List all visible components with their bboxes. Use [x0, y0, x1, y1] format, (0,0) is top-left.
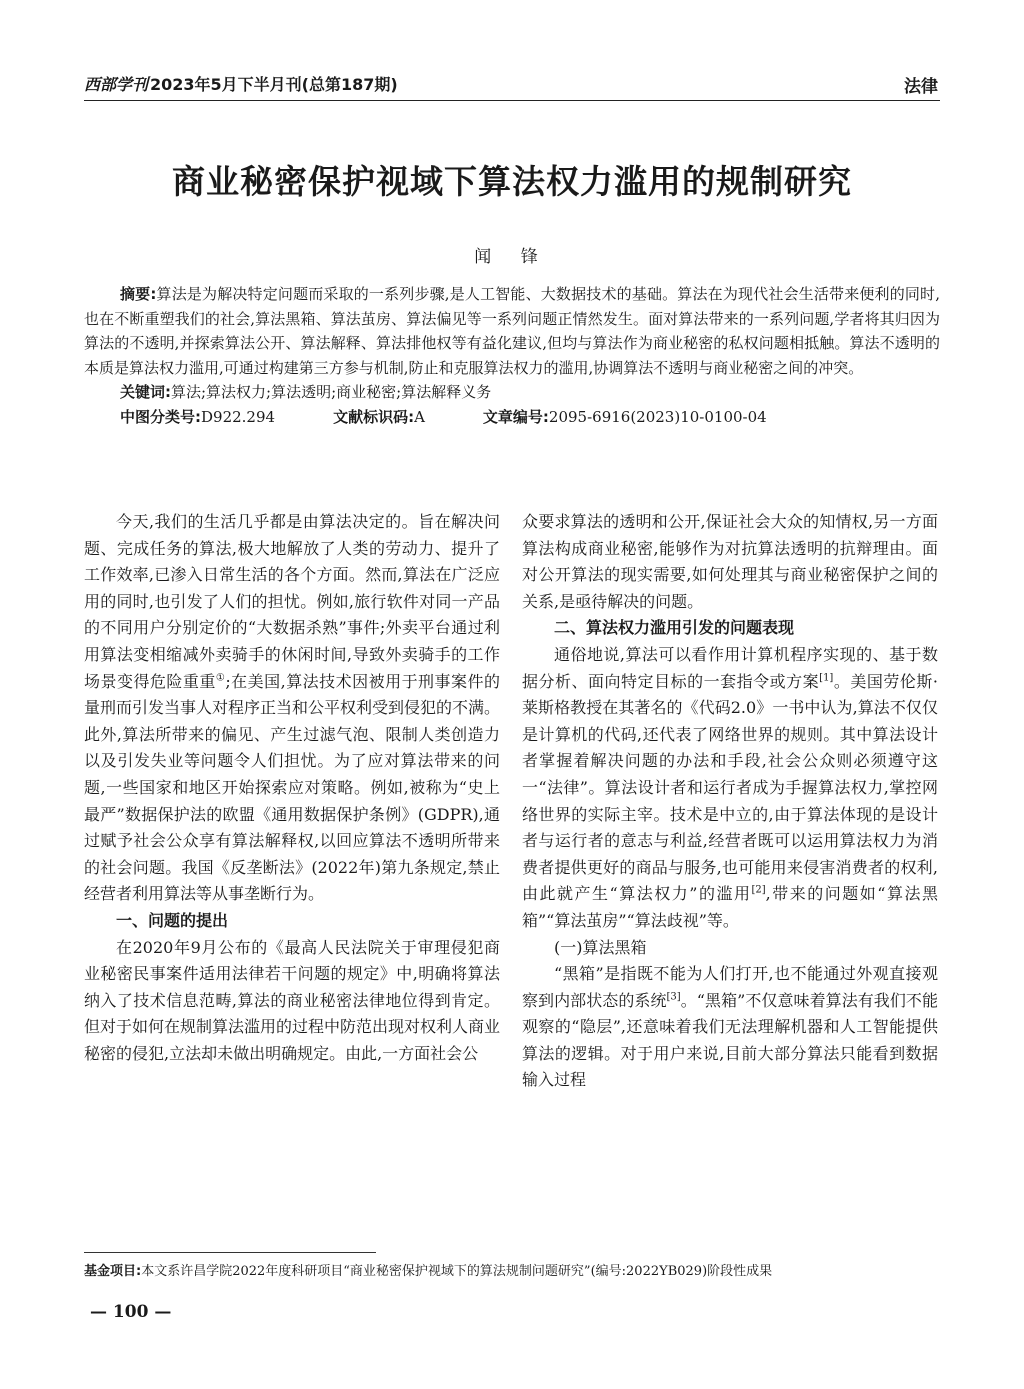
intro-text-1: 今天,我们的生活几乎都是由算法决定的。旨在解决问题、完成任务的算法,极大地解放了人类的劳动力、提升了工作效率,已渗入日常生活的各个方面。然而,算法在广泛应用的同时,也引发了人们的担忧。例如,旅行软件对同一产品的不同用户分别定价的“大数据杀熟”事件;外卖平台通过利用算法变相缩减外卖骑手的休闲时间,导致外卖骑手的工作场景变得危险重重 — [84, 512, 500, 691]
subsection-1-paragraph — [522, 961, 938, 1094]
citation-2: [2] — [751, 884, 766, 896]
section-2-text-c: ,带来的问题如“算法黑箱”“算法茧房”“算法歧视”等。 — [522, 884, 938, 930]
subsection-text-b: 。“黑箱”不仅意味着算法有我们不能观察的“隐层”,还意味着我们无法理解机器和人工智能提供算法的逻辑。对于用户来说,目前大部分算法只能看到数据输入过程 — [522, 990, 938, 1090]
clc-number — [120, 405, 275, 430]
abstract-text: 算法是为解决特定问题而采取的一系列步骤,是人工智能、大数据技术的基础。算法在为现代社会生活带来便利的同时,也在不断重塑我们的社会,算法黑箱、算法茧房、算法偏见等一系列问题正情然发生。面对算法带来的一系列问题,学者将其归因为算法的不透明,并探索算法公开、算法解释、算法排他权等有益化建议,但均与算法作为商业秘密的私权问题相抵触。算法不透明的本质是算法权力滥用,可通过构建第三方参与机制,防止和克服算法权力的滥用,协调算法不透明与商业秘密之间的冲突。 — [84, 285, 940, 377]
keywords-text: 算法;算法权力;算法透明;商业秘密;算法解释义务 — [171, 383, 492, 401]
header-divider — [84, 100, 940, 101]
section-heading-1: 一、问题的提出 — [116, 910, 229, 930]
subsection-text-a: “黑箱”是指既不能为人们打开,也不能通过外观直接观察到内部状态的系统 — [522, 964, 938, 1010]
article-number — [483, 405, 767, 430]
citation-3: [3] — [666, 991, 681, 1003]
doc-value: A — [414, 407, 425, 426]
section-heading-2: 二、算法权力滥用引发的问题表现 — [554, 618, 795, 638]
keywords — [84, 380, 940, 405]
subsection-heading-1: (一)算法黑箱 — [554, 937, 647, 957]
funding-footnote — [84, 1262, 940, 1282]
keywords-label: 关键词: — [120, 383, 171, 401]
citation-1: [1] — [819, 672, 834, 684]
classification-row — [84, 405, 940, 430]
section-2-text-a: 通俗地说,算法可以看作用计算机程序实现的、基于数据分析、面向特定目标的一套指令或方案 — [522, 644, 938, 691]
footnote-ref: ① — [215, 672, 226, 684]
clc-label: 中图分类号: — [120, 407, 201, 426]
doc-code — [333, 405, 425, 430]
section-2-paragraph — [522, 642, 938, 935]
funding-text: 本文系许昌学院2022年度科研项目“商业秘密保护视域下的算法规制问题研究”(编号:2022YB029)阶段性成果 — [141, 1264, 773, 1279]
left-column — [84, 509, 500, 1067]
intro-paragraph — [84, 509, 500, 908]
article-value: 2095-6916(2023)10-0100-04 — [548, 407, 767, 426]
header-journal-issue — [84, 72, 398, 95]
author-name: 闻 锋 — [474, 247, 550, 267]
intro-text-2: ;在美国,算法技术因被用于刑事案件的量刑而引发当事人对程序正当和公平权利受到侵犯的不满。此外,算法所带来的偏见、产生过滤气泡、限制人类创造力以及引发失业等问题令人们担忧。为了应对算法带来的问题,一些国家和地区开始探索应对策略。例如,被称为“史上最严”数据保护法的欧盟《通用数据保护条例》(GDPR),通过赋予社会公众享有算法解释权,以回应算法不透明所带来的社会问题。我国《反垄断法》(2022年)第九条规定,禁止经营者利用算法等从事垄断行为。 — [84, 671, 501, 904]
article-title: 商业秘密保护视域下算法权力滥用的规制研究 — [172, 162, 852, 201]
abstract-block — [84, 282, 940, 429]
continued-paragraph: 众要求算法的透明和公开,保证社会大众的知情权,另一方面算法构成商业秘密,能够作为对抗算法透明的抗辩理由。面对公开算法的现实需要,如何处理其与商业秘密保护之间的关系,是亟待解决的问题。 — [522, 512, 938, 611]
right-column — [522, 509, 938, 1094]
section-label: 法律 — [904, 77, 938, 97]
abstract-label: 摘要: — [120, 285, 157, 303]
abstract — [84, 282, 940, 380]
funding-label: 基金项目: — [84, 1264, 142, 1279]
journal-logo: 西部学刊 — [84, 75, 149, 94]
clc-value: D922.294 — [201, 407, 276, 426]
article-label: 文章编号: — [482, 407, 549, 426]
section-2-text-b: 。美国劳伦斯·莱斯格教授在其著名的《代码2.0》一书中认为,算法不仅仅是计算机的代码,还代表了网络世界的规则。其中算法设计者掌握着解决问题的办法和手段,社会公众则必须遵守这一“法律”。算法设计者和运行者成为手握算法权力,掌控网络世界的实际主宰。技术是中立的,由于算法体现的是设计者与运行者的意志与利益,经营者既可以运用算法权力为消费者提供更好的商品与服务,也可能用来侵害消费者的权利,由此就产生“算法权力”的滥用 — [522, 671, 938, 904]
running-header — [84, 66, 940, 100]
issue-info: 2023年5月下半月刊(总第187期) — [150, 75, 398, 94]
page-number: — 100 — — [90, 1302, 172, 1322]
footnote-divider — [84, 1252, 376, 1253]
doc-label: 文献标识码: — [333, 407, 415, 426]
section-1-paragraph: 在2020年9月公布的《最高人民法院关于审理侵犯商业秘密民事案件适用法律若干问题的规定》中,明确将算法纳入了技术信息范畴,算法的商业秘密法律地位得到肯定。但对于如何在规制算法滥用的过程中防范出现对权利人商业秘密的侵犯,立法却未做出明确规定。由此,一方面社会公 — [84, 937, 501, 1063]
